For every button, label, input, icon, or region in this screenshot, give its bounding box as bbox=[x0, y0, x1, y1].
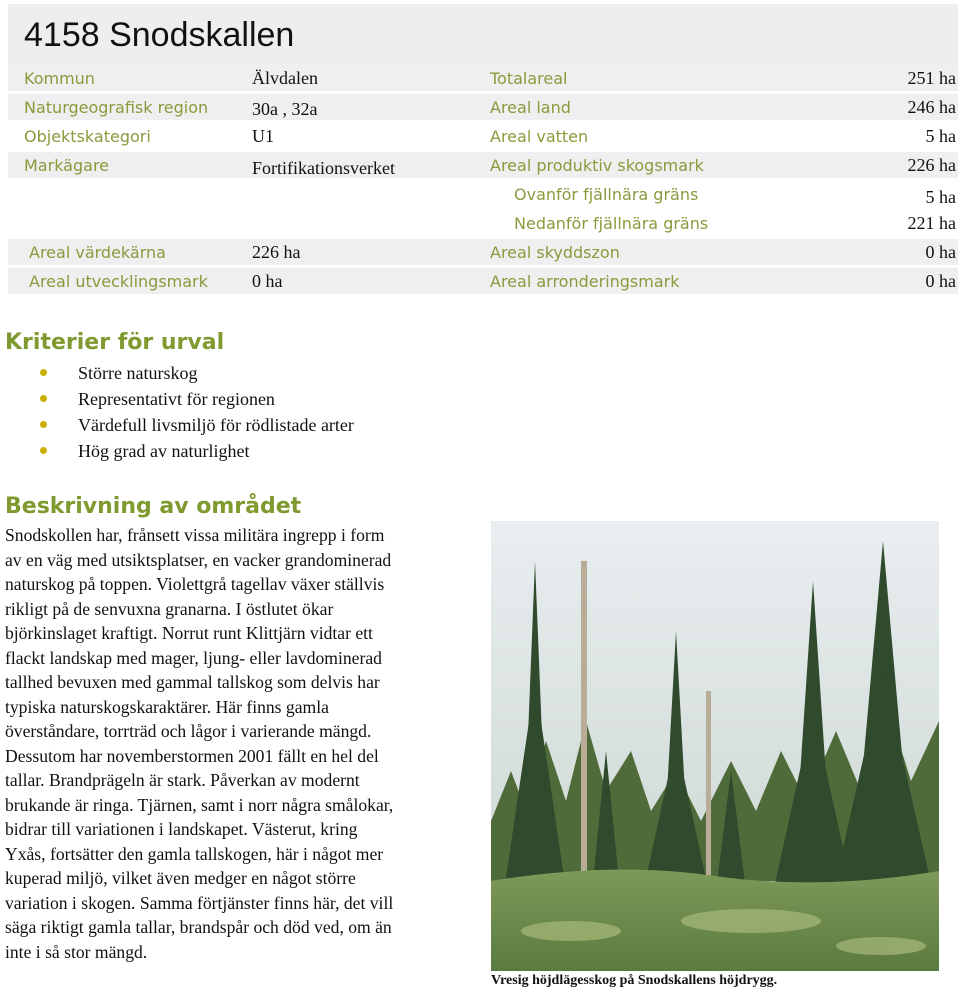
row-value: 251 ha bbox=[907, 68, 956, 88]
info-row-region bbox=[8, 94, 958, 120]
row-label: Areal utvecklingsmark bbox=[29, 272, 208, 291]
row-value: 30a , 32a bbox=[252, 99, 318, 119]
row-value: 226 ha bbox=[252, 242, 301, 262]
row-value: 221 ha bbox=[907, 213, 956, 233]
row-label: Naturgeografisk region bbox=[24, 98, 209, 117]
row-value: 5 ha bbox=[925, 126, 956, 146]
row-value: 0 ha bbox=[925, 271, 956, 291]
row-label: Areal vatten bbox=[490, 127, 589, 146]
row-label: Areal arronderingsmark bbox=[490, 272, 680, 291]
description-text: Snodskollen har, frånsett vissa militära ingrepp i form av en väg med utsiktsplatser, en vacker grandominerad naturskog på toppen. Violettgrå tagellav växer ställvis rikligt på de senvuxna granarna. I östlutet ökar björkinslaget kraftigt. Norrut runt Klittjärn vidtar ett flackt landskap med mager, ljung- eller lavdominerad tallhed bevuxen med gammal tallskog som delvis har typiska naturskogskaraktärer. Här finns gamla överståndare, torrträd och lågor i varierande mängd. Dessutom har novemberstormen 2001 fällt en hel del tallar. Brandprägeln är stark. Påverkan av modernt brukande är ringa. Tjärnen, samt i norr några smålokar, bidrar till variationen i landskapet. Västerut, kring Yxås, fortsätter den gamla tallskogen, här i något mer kuperad miljö, vilket även medger en något större variation i skogen. Samma förtjänster finns här, det vill säga riktigt gamla tallar, brandspår och död ved, om än inte i så stor mängd. bbox=[5, 525, 394, 962]
row-value: Fortifikationsverket bbox=[252, 158, 395, 178]
criteria-heading: Kriterier för urval bbox=[5, 330, 225, 355]
bullet-icon bbox=[40, 395, 47, 402]
bullet-icon bbox=[40, 421, 47, 428]
row-label: Areal värdekärna bbox=[29, 243, 166, 262]
row-value: 246 ha bbox=[907, 97, 956, 117]
criteria-item: Större naturskog bbox=[40, 360, 354, 386]
row-value: U1 bbox=[252, 126, 274, 146]
row-label: Objektskategori bbox=[24, 127, 151, 146]
row-label: Areal skyddszon bbox=[490, 243, 620, 262]
forest-photo bbox=[491, 521, 939, 971]
row-label: Areal land bbox=[490, 98, 571, 117]
info-row-development bbox=[8, 268, 958, 294]
info-row-core-area bbox=[8, 239, 958, 265]
row-value: 5 ha bbox=[925, 187, 956, 207]
bullet-icon bbox=[40, 447, 47, 454]
criteria-item: Värdefull livsmiljö för rödlistade arter bbox=[40, 412, 354, 438]
row-label: Areal produktiv skogsmark bbox=[490, 156, 704, 175]
info-row-below-mountain bbox=[8, 210, 958, 236]
info-row-kommun bbox=[8, 65, 958, 91]
criteria-item: Hög grad av naturlighet bbox=[40, 438, 354, 464]
info-row-category bbox=[8, 123, 958, 149]
row-value: 0 ha bbox=[252, 271, 283, 291]
info-row-owner bbox=[8, 152, 958, 178]
row-label: Ovanför fjällnära gräns bbox=[514, 185, 699, 204]
bullet-icon bbox=[40, 369, 47, 376]
info-row-above-mountain bbox=[8, 181, 958, 207]
row-label: Markägare bbox=[24, 156, 110, 175]
row-value: 226 ha bbox=[907, 155, 956, 175]
criteria-list bbox=[40, 360, 354, 464]
description-heading: Beskrivning av området bbox=[5, 494, 302, 519]
criteria-item: Representativt för regionen bbox=[40, 386, 354, 412]
page-title: 4158 Snodskallen bbox=[24, 16, 295, 54]
row-value: Älvdalen bbox=[252, 68, 318, 88]
photo-caption: Vresig höjdlägesskog på Snodskallens höjdrygg. bbox=[491, 973, 778, 988]
row-value: 0 ha bbox=[925, 242, 956, 262]
row-label: Nedanför fjällnära gräns bbox=[514, 214, 709, 233]
row-label: Totalareal bbox=[490, 69, 568, 88]
row-label: Kommun bbox=[24, 69, 95, 88]
